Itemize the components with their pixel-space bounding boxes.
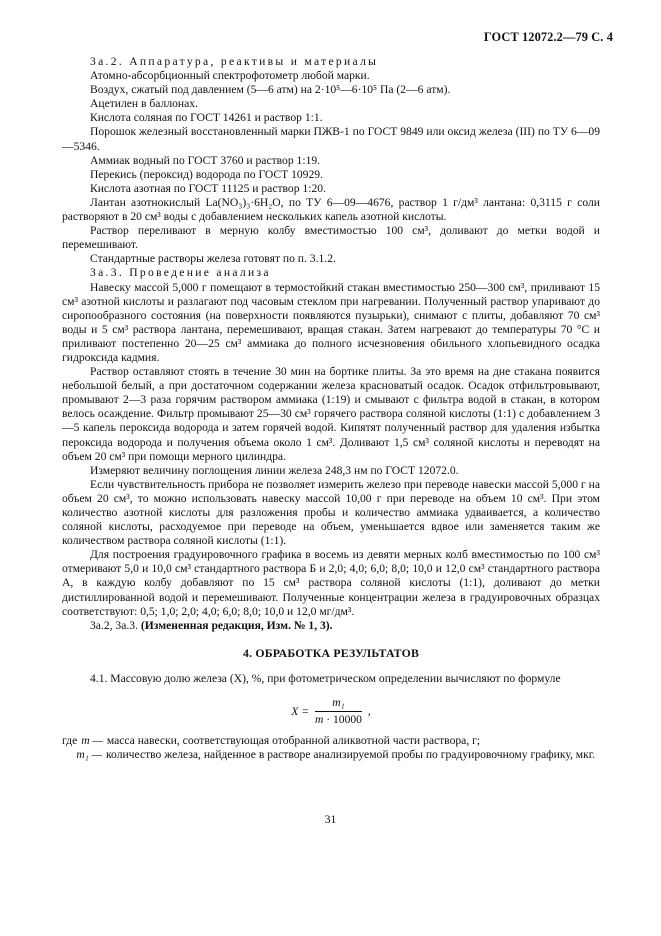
- paragraph: Для построения градуировочного графика в восемь из девяти мерных колб вместимостью по 100 см³ отмеривают 5,0 и 10,0 см³ стандартного раствора Б и 2,0; 4,0; 6,0; 8,0; 10,0 и 12,0 см³ стандартного раствора А, в каждую колбу добавляют по 15 см³ раствора соляной кислоты (1:1), доливают до метки дистиллированной водой и перемешивают. Полученные концентрации железа в градуировочных образцах соответствуют: 0,5; 1,0; 2,0; 4,0; 6,0; 8,0; 10,0 и 12,0 мг/дм³.: [62, 548, 600, 618]
- reagent-item: Аммиак водный по ГОСТ 3760 и раствор 1:19.: [90, 153, 321, 167]
- formula-denominator-factor: · 10000: [323, 713, 362, 727]
- definition-row: [62, 748, 600, 762]
- reagent-item: Перекись (пероксид) водорода по ГОСТ 10929.: [90, 167, 323, 181]
- paragraph: Навеску массой 5,000 г помещают в термостойкий стакан вместимостью 250—300 см³, приливают 15 см³ азотной кислоты и разлагают под часовым стеклом при нагревании. Полученный раствор упаривают до сиропообразного состояния (на поверхности появляются пузырьки), снимают с плиты, добавляют 70 см³ воды и 5 см³ раствора лантана, перемешивают, вращая стакан. Затем нагревают до температуры 70 °С и приливают постепенно 20—25 см³ аммиака до полного исчезновения обильного хлопьевидного осадка гидроксида кадмия.: [62, 280, 600, 364]
- reagent-item: Кислота азотная по ГОСТ 11125 и раствор 1:20.: [90, 181, 326, 195]
- formula-numerator: m₁: [315, 696, 362, 712]
- paragraph: Если чувствительность прибора не позволяет измерить железо при переводе навески массой 5,000 г на объем 20 см³, то можно использовать навеску массой 10,00 г при переводе на объем 10 см³. При этом количество азотной кислоты для разложения пробы и количество аммиака удваивается, а количество соляной кислоты, расходуемое при переводе на объем, уменьшается вдвое или заменяется таким же количеством раствора соляной кислоты (1:1).: [62, 477, 600, 548]
- section-heading-3a2: 3а.2. Аппаратура, реактивы и материалы: [90, 55, 379, 68]
- paragraph: Измеряют величину поглощения линии железа 248,3 нм по ГОСТ 12072.0.: [90, 463, 459, 477]
- reagent-item: Лантан азотнокислый La(NO₃)₃·6H₂O, по ТУ 6—09—4676, раствор 1 г/дм³ лантана: 0,3115 г соли растворяют в 20 см³ воды с добавлением нескольких капель азотной кислоты.: [62, 195, 600, 224]
- where-label: где: [62, 734, 78, 748]
- document-body: [62, 55, 600, 762]
- definition-symbol: m —: [81, 734, 103, 748]
- section-heading-4: 4. ОБРАБОТКА РЕЗУЛЬТАТОВ: [242, 645, 420, 660]
- formula-tail: ,: [367, 704, 371, 718]
- definition-row: [62, 734, 600, 748]
- formula: [62, 696, 600, 727]
- amendment-note-ref: 3а.2, 3а.3.: [90, 618, 141, 632]
- amendment-note-text: (Измененная редакция, Изм. № 1, 3).: [140, 618, 333, 632]
- amendment-note: [62, 619, 600, 633]
- definition-text: масса навески, соответствующая отобранной аликвотной части раствора, г;: [106, 734, 481, 748]
- formula-lhs: X =: [291, 704, 310, 718]
- formula-fraction: [315, 696, 362, 727]
- reagent-item: Стандартные растворы железа готовят по п. 3.1.2.: [90, 252, 336, 266]
- reagent-item: Воздух, сжатый под давлением (5—6 атм) на 2·10⁵—6·10⁵ Па (2—6 атм).: [90, 83, 451, 97]
- section-heading-3a3: 3а.3. Проведение анализа: [90, 266, 271, 280]
- formula-denominator-symbol: m: [314, 713, 324, 727]
- paragraph: Раствор оставляют стоять в течение 30 мин на бортике плиты. За это время на дне стакана появится небольшой белый, а при достаточном содержании железа красноватый осадок. Осадок отфильтровывают, промывают 2—3 раза горячим раствором аммиака (1:19) и смывают с фильтра водой в стакан, в котором велось осаждение. Фильтр промывают 25—30 см³ горячего раствора соляной кислоты (1:1) с добавлением 3—5 капель пероксида водорода и затем горячей водой. Кипятят полученный раствор для удаления избытка пероксида водорода и получения объема около 1 см³. Доливают 1,5 см³ соляной кислоты и переводят на объем 20 см³ при помощи мерного цилиндра.: [62, 365, 600, 463]
- reagent-item: Атомно-абсорбционный спектрофотометр любой марки.: [90, 69, 370, 83]
- reagent-item: Ацетилен в баллонах.: [90, 97, 198, 111]
- definition-text: количество железа, найденное в растворе анализируемой пробы по градуировочному графику, мкг.: [106, 748, 596, 762]
- page-number: 31: [324, 812, 337, 826]
- reagent-item: Кислота соляная по ГОСТ 14261 и раствор 1:1.: [90, 111, 323, 125]
- paragraph-4-1: 4.1. Массовую долю железа (X), %, при фотометрическом определении вычисляют по формуле: [90, 671, 561, 685]
- reagent-item: Раствор переливают в мерную колбу вместимостью 100 см³, доливают до метки водой и перемешивают.: [62, 224, 600, 252]
- reagent-item: Порошок железный восстановленный марки ПЖВ-1 по ГОСТ 9849 или оксид железа (III) по ТУ 6—09—5346.: [62, 125, 600, 153]
- definition-symbol: m₁ —: [76, 748, 102, 762]
- formula-denominator: [315, 712, 362, 727]
- page-header: ГОСТ 12072.2—79 С. 4: [483, 30, 613, 44]
